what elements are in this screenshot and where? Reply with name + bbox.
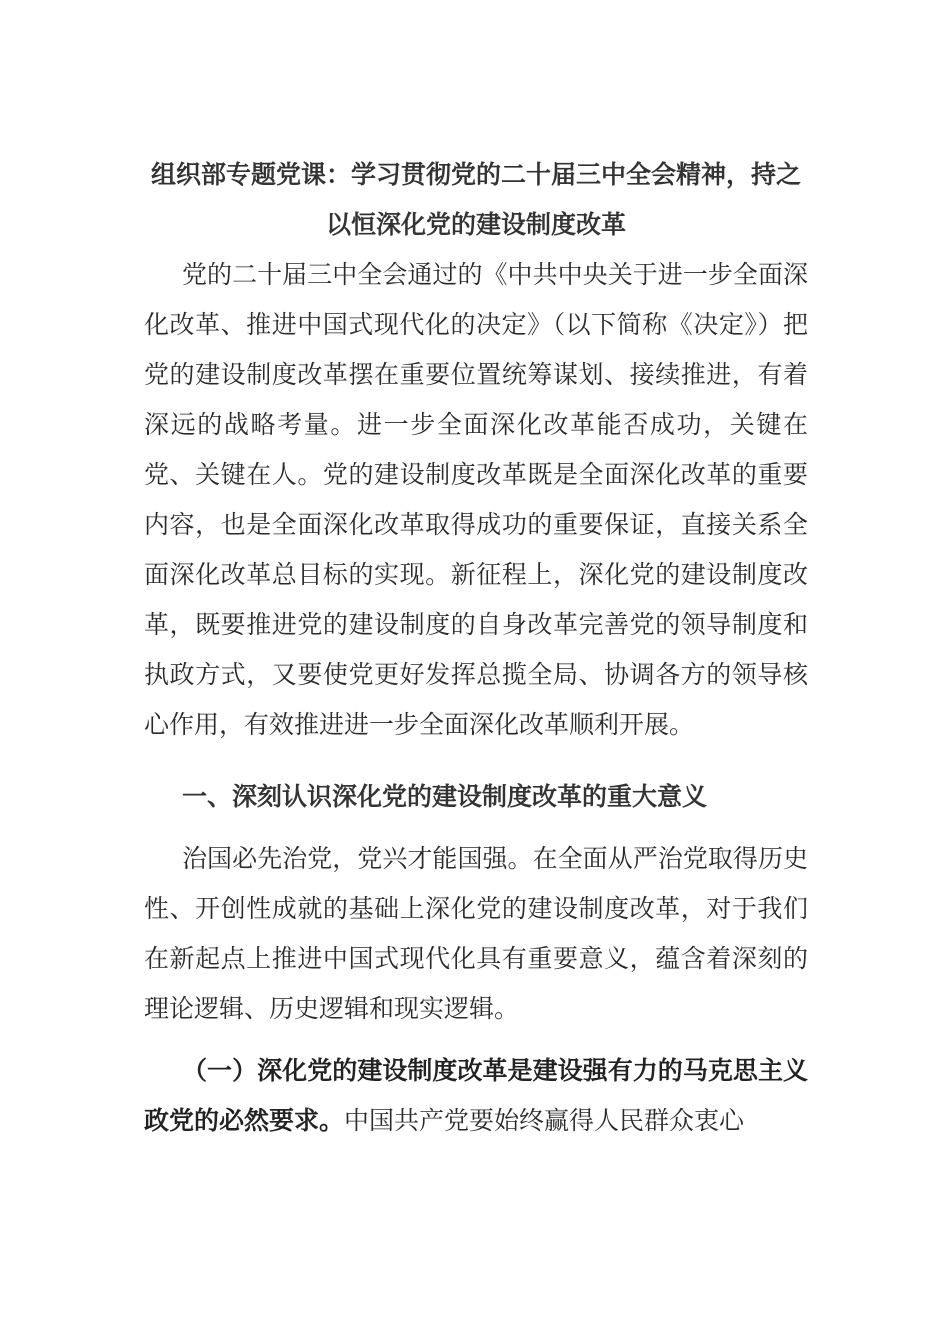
section-1-paragraph: 治国必先治党，党兴才能国强。在全面从严治党取得历史性、开创性成就的基础上深化党的建设制度改革，对于我们在新起点上推进中国式现代化具有重要意义，蕴含着深刻的理论逻辑、历史逻辑和现实逻辑。 xyxy=(144,844,808,1023)
document-title: 组织部专题党课：学习贯彻党的二十届三中全会精神，持之以恒深化党的建设制度改革 xyxy=(150,160,801,239)
section-heading-1: 一、深刻认识深化党的建设制度改革的重大意义 xyxy=(182,782,708,811)
document-body xyxy=(144,150,808,1146)
subsection-1-text: 中国共产党要始终赢得人民群众衷心 xyxy=(344,1106,745,1135)
subsection-1-lead: （一）深化党的建设制度改革是建设强有力的马克思主义政党的必然要求。 xyxy=(144,1056,808,1135)
subsection-1-paragraph xyxy=(144,1046,808,1146)
intro-paragraph: 党的二十届三中全会通过的《中共中央关于进一步全面深化改革、推进中国式现代化的决定》（以下简称《决定》）把党的建设制度改革摆在重要位置统筹谋划、接续推进，有着深远的战略考量。进一步全面深化改革能否成功，关键在党、关键在人。党的建设制度改革既是全面深化改革的重要内容，也是全面深化改革取得成功的重要保证，直接关系全面深化改革总目标的实现。新征程上，深化党的建设制度改革，既要推进党的建设制度的自身改革完善党的领导制度和执政方式，又要使党更好发挥总揽全局、协调各方的领导核心作用，有效推进进一步全面深化改革顺利开展。 xyxy=(144,260,808,739)
